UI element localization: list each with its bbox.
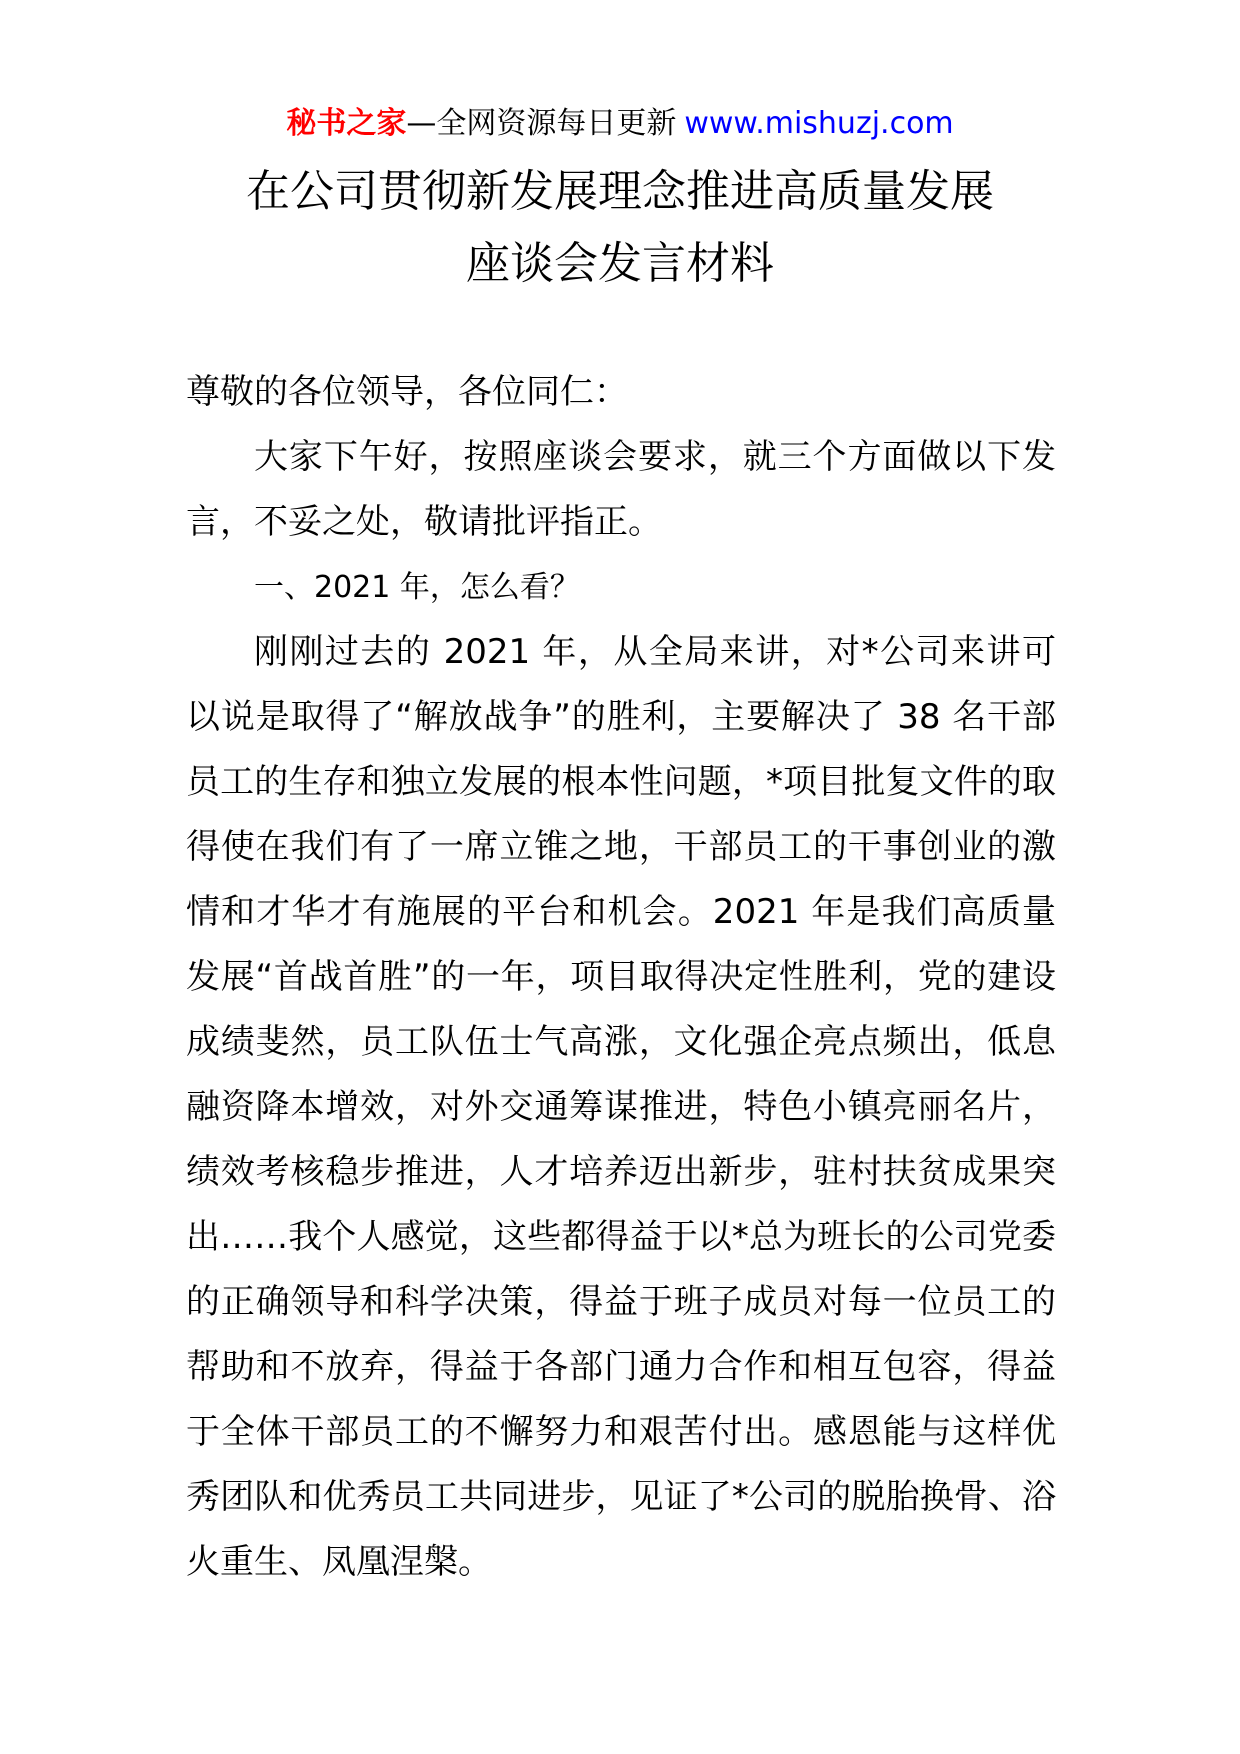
section-1-paragraph: 刚刚过去的 2021 年，从全局来讲，对*公司来讲可以说是取得了“解放战争”的胜利，主要解决了 38 名干部员工的生存和独立发展的根本性问题，*项目批复文件的取得使在我们有了一席立锥之地，干部员工的干事创业的激情和才华才有施展的平台和机会。2021 年是我们高质量发展“首战首胜”的一年，项目取得决定性胜利，党的建设成绩斐然，员工队伍士气高涨，文化强企亮点频出，低息融资降本增效，对外交通筹谋推进，特色小镇亮丽名片，绩效考核稳步推进，人才培养迈出新步，驻村扶贫成果突出……我个人感觉，这些都得益于以*总为班长的公司党委的正确领导和科学决策，得益于班子成员对每一位员工的帮助和不放弃，得益于各部门通力合作和相互包容，得益于全体干部员工的不懈努力和艰苦付出。感恩能与这样优秀团队和优秀员工共同进步，见证了*公司的脱胎换骨、浴火重生、凤凰涅槃。 — [186, 632, 1056, 1582]
document-title-line-2: 座谈会发言材料 — [466, 238, 774, 289]
site-link[interactable]: www.mishuzj.com — [684, 106, 954, 141]
section-1-heading: 一、2021 年，怎么看？ — [254, 570, 580, 605]
greeting: 尊敬的各位领导，各位同仁： — [186, 372, 628, 412]
header-tagline: —全网资源每日更新 — [406, 106, 677, 141]
page-header — [0, 104, 1240, 144]
document-body — [186, 360, 1056, 1595]
document-title-line-1: 在公司贯彻新发展理念推进高质量发展 — [246, 166, 994, 217]
intro-paragraph: 大家下午好，按照座谈会要求，就三个方面做以下发言，不妥之处，敬请批评指正。 — [186, 437, 1056, 542]
brand-name: 秘书之家 — [286, 106, 407, 141]
